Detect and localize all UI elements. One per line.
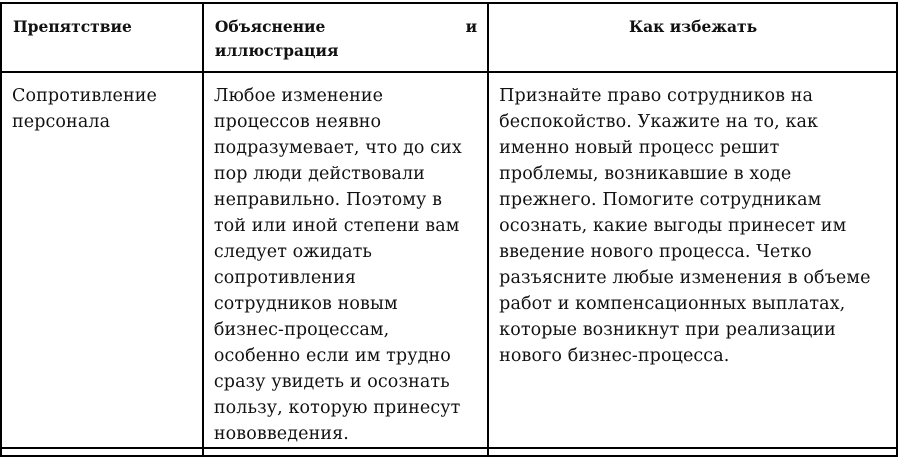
text-line: нового бизнес-процесса.	[499, 346, 730, 366]
header-how-to-avoid-label: Как избежать	[629, 17, 758, 36]
text-line: Любое изменение	[213, 86, 384, 106]
text-line: сотрудников новым	[213, 294, 398, 314]
text-line: именно новый процесс решит	[499, 138, 780, 158]
header-explanation-conj: и	[465, 17, 478, 36]
cell-obstacle	[1, 72, 203, 448]
text-line: которые возникнут при реализации	[499, 320, 836, 340]
text-line: введение нового процесса. Четко	[499, 242, 812, 262]
text-line: персонала	[12, 112, 111, 132]
cell-empty	[203, 448, 488, 456]
text-line: следует ожидать	[213, 242, 373, 262]
text-line: процессов неявно	[213, 112, 382, 132]
header-explanation-word: Объяснение	[214, 17, 326, 36]
text-line: нововведения.	[213, 424, 349, 444]
text-line: сопротивления	[213, 268, 356, 288]
header-how-to-avoid	[488, 3, 897, 72]
text-line: прежнего. Помогите сотрудникам	[499, 190, 822, 210]
text-line: подразумевает, что до сих	[213, 138, 462, 158]
text-line: пор люди действовали	[213, 164, 425, 184]
obstacles-table	[0, 2, 898, 457]
table-row	[1, 72, 897, 448]
text-line: Сопротивление	[12, 86, 157, 106]
text-line: той или иной степени вам	[213, 216, 460, 236]
text-line: работ и компенсационных выплатах,	[499, 294, 846, 314]
text-line: неправильно. Поэтому в	[213, 190, 443, 210]
cell-empty	[488, 448, 897, 456]
header-explanation-line1	[215, 15, 477, 39]
header-explanation	[203, 3, 488, 72]
text-line: разъясните любые изменения в объеме	[499, 268, 871, 288]
text-line: Признайте право сотрудников на	[499, 86, 814, 106]
cell-explanation	[203, 72, 488, 448]
text-line: особенно если им трудно	[213, 346, 451, 366]
cell-how-to-avoid	[488, 72, 897, 448]
header-obstacle	[1, 3, 203, 72]
text-line: осознать, какие выгоды принесет им	[499, 216, 847, 236]
text-line: пользу, которую принесут	[213, 398, 461, 418]
text-line: сразу увидеть и осознать	[213, 372, 450, 392]
cell-empty	[1, 448, 203, 456]
header-row	[1, 3, 897, 72]
table-row-next-partial	[1, 448, 897, 456]
header-explanation-line2: иллюстрация	[214, 41, 339, 60]
header-obstacle-label: Препятствие	[13, 17, 132, 36]
text-line: проблемы, возникавшие в ходе	[499, 164, 792, 184]
text-line: беспокойство. Укажите на то, как	[499, 112, 819, 132]
text-line: бизнес-процессам,	[213, 320, 390, 340]
